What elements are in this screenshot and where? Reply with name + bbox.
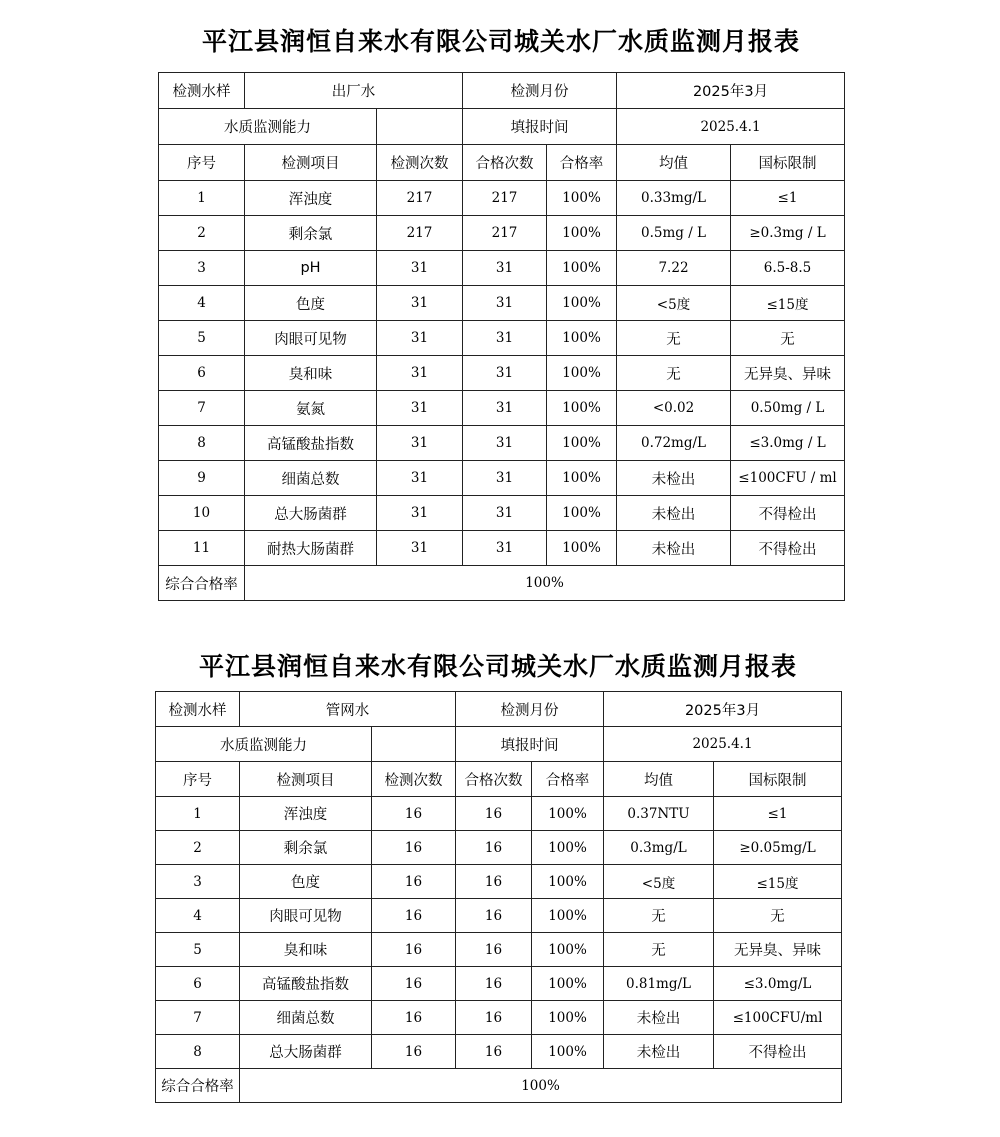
table-cell: 未检出	[604, 1035, 714, 1069]
column-header: 检测项目	[240, 762, 372, 797]
table-cell: 7.22	[617, 251, 731, 286]
table-cell: 未检出	[617, 496, 731, 531]
table-cell: 1	[156, 797, 240, 831]
column-header: 合格率	[532, 762, 604, 797]
table-cell: 剩余氯	[240, 831, 372, 865]
table-cell: 0.33mg/L	[617, 181, 731, 216]
summary-row	[159, 566, 845, 601]
table-cell: ≥0.3mg / L	[731, 216, 845, 251]
table-cell: 31	[463, 286, 547, 321]
table-cell: 0.81mg/L	[604, 967, 714, 1001]
table-cell: 9	[159, 461, 245, 496]
summary-label: 综合合格率	[159, 566, 245, 601]
table-cell: 31	[463, 356, 547, 391]
table-cell: 浑浊度	[245, 181, 377, 216]
table-cell: 31	[463, 391, 547, 426]
table-cell: 剩余氯	[245, 216, 377, 251]
table-cell: 无	[617, 321, 731, 356]
column-header-row	[159, 145, 845, 181]
table-cell: 色度	[245, 286, 377, 321]
table-cell: pH	[245, 251, 377, 286]
fill-time-label: 填报时间	[456, 727, 604, 762]
month-label: 检测月份	[463, 73, 617, 109]
table-row	[156, 831, 842, 865]
table-cell: 5	[156, 933, 240, 967]
table-row	[159, 496, 845, 531]
capability-value	[372, 727, 456, 762]
table-cell: 氨氮	[245, 391, 377, 426]
table-cell: 100%	[532, 899, 604, 933]
table-cell: 16	[372, 1035, 456, 1069]
table-cell: 11	[159, 531, 245, 566]
table-row	[159, 251, 845, 286]
table-cell: 浑浊度	[240, 797, 372, 831]
table-cell: 8	[159, 426, 245, 461]
table-cell: 肉眼可见物	[245, 321, 377, 356]
table-cell: 6	[156, 967, 240, 1001]
table-cell: 10	[159, 496, 245, 531]
table-cell: 100%	[547, 391, 617, 426]
table-cell: 5	[159, 321, 245, 356]
table-cell: 100%	[547, 426, 617, 461]
table-cell: 6	[159, 356, 245, 391]
fill-time-label: 填报时间	[463, 109, 617, 145]
sample-value: 管网水	[240, 692, 456, 727]
table-cell: 31	[377, 426, 463, 461]
column-header: 检测项目	[245, 145, 377, 181]
summary-value: 100%	[245, 566, 845, 601]
table-cell: ≤15度	[714, 865, 842, 899]
table-cell: 肉眼可见物	[240, 899, 372, 933]
sample-label: 检测水样	[159, 73, 245, 109]
table-cell: 31	[377, 321, 463, 356]
month-value: 2025年3月	[604, 692, 842, 727]
table-row	[159, 531, 845, 566]
table-row	[159, 391, 845, 426]
table-cell: 31	[377, 391, 463, 426]
table-cell: 16	[372, 1001, 456, 1035]
table-cell: 31	[377, 251, 463, 286]
table-cell: 4	[159, 286, 245, 321]
table-cell: 100%	[547, 461, 617, 496]
table-cell: 1	[159, 181, 245, 216]
table-cell: 臭和味	[240, 933, 372, 967]
table-cell: 31	[377, 531, 463, 566]
table-cell: 16	[372, 933, 456, 967]
table-cell: 耐热大肠菌群	[245, 531, 377, 566]
table-cell: 臭和味	[245, 356, 377, 391]
column-header-row	[156, 762, 842, 797]
table-cell: 16	[372, 797, 456, 831]
table-cell: 100%	[532, 967, 604, 1001]
report-title: 平江县润恒自来水有限公司城关水厂水质监测月报表	[201, 27, 800, 56]
table-row	[156, 1001, 842, 1035]
table-cell: 16	[456, 899, 532, 933]
report-title: 平江县润恒自来水有限公司城关水厂水质监测月报表	[198, 652, 797, 681]
table-cell: 100%	[532, 933, 604, 967]
table-cell: ≤3.0mg / L	[731, 426, 845, 461]
table-cell: 31	[463, 531, 547, 566]
table-cell: ≥0.05mg/L	[714, 831, 842, 865]
column-header: 均值	[604, 762, 714, 797]
table-cell: 4	[156, 899, 240, 933]
table-cell: 100%	[547, 321, 617, 356]
table-row	[159, 216, 845, 251]
table-cell: 100%	[547, 216, 617, 251]
table-cell: 细菌总数	[245, 461, 377, 496]
table-row	[159, 426, 845, 461]
table-cell: 16	[372, 831, 456, 865]
table-row	[156, 865, 842, 899]
table-cell: 31	[377, 461, 463, 496]
table-cell: 16	[456, 797, 532, 831]
table-cell: 31	[463, 496, 547, 531]
sample-label: 检测水样	[156, 692, 240, 727]
table-cell: 31	[377, 356, 463, 391]
table-cell: 217	[463, 216, 547, 251]
capability-value	[377, 109, 463, 145]
table-cell: 16	[456, 865, 532, 899]
table-row	[156, 797, 842, 831]
table-cell: 不得检出	[731, 496, 845, 531]
capability-label: 水质监测能力	[156, 727, 372, 762]
table-cell: 16	[456, 933, 532, 967]
table-cell: 16	[372, 865, 456, 899]
table-row	[156, 899, 842, 933]
capability-label: 水质监测能力	[159, 109, 377, 145]
table-cell: 未检出	[617, 531, 731, 566]
table-cell: 16	[372, 967, 456, 1001]
table-cell: 100%	[532, 865, 604, 899]
table-cell: 无	[604, 899, 714, 933]
table-cell: 无异臭、异味	[714, 933, 842, 967]
column-header: 国标限制	[731, 145, 845, 181]
column-header: 合格次数	[456, 762, 532, 797]
report-table	[158, 72, 845, 601]
table-row	[156, 967, 842, 1001]
table-cell: 16	[372, 899, 456, 933]
table-cell: 不得检出	[731, 531, 845, 566]
table-cell: 无	[731, 321, 845, 356]
table-cell: 无	[617, 356, 731, 391]
table-cell: ≤1	[731, 181, 845, 216]
table-cell: ≤15度	[731, 286, 845, 321]
table-cell: 16	[456, 967, 532, 1001]
table-cell: 100%	[547, 496, 617, 531]
table-row	[159, 321, 845, 356]
table-cell: 高锰酸盐指数	[240, 967, 372, 1001]
table-cell: 100%	[532, 831, 604, 865]
table-cell: 217	[377, 181, 463, 216]
table-cell: 未检出	[617, 461, 731, 496]
column-header: 合格次数	[463, 145, 547, 181]
table-cell: <0.02	[617, 391, 731, 426]
table-cell: 无	[604, 933, 714, 967]
table-cell: 31	[463, 461, 547, 496]
table-cell: 细菌总数	[240, 1001, 372, 1035]
table-cell: 7	[159, 391, 245, 426]
table-cell: 6.5-8.5	[731, 251, 845, 286]
table-cell: 217	[463, 181, 547, 216]
column-header: 检测次数	[372, 762, 456, 797]
table-cell: 2	[156, 831, 240, 865]
column-header: 序号	[159, 145, 245, 181]
table-row	[159, 181, 845, 216]
column-header: 序号	[156, 762, 240, 797]
table-row	[159, 286, 845, 321]
table-cell: 8	[156, 1035, 240, 1069]
table-cell: 0.72mg/L	[617, 426, 731, 461]
table-cell: 31	[463, 251, 547, 286]
table-cell: 100%	[547, 286, 617, 321]
table-row	[159, 356, 845, 391]
table-cell: ≤100CFU/ml	[714, 1001, 842, 1035]
table-cell: <5度	[604, 865, 714, 899]
month-value: 2025年3月	[617, 73, 845, 109]
summary-row	[156, 1069, 842, 1103]
fill-time-value: 2025.4.1	[617, 109, 845, 145]
table-cell: 31	[377, 286, 463, 321]
table-cell: 总大肠菌群	[245, 496, 377, 531]
table-cell: 100%	[532, 797, 604, 831]
summary-label: 综合合格率	[156, 1069, 240, 1103]
table-cell: 色度	[240, 865, 372, 899]
table-cell: 16	[456, 831, 532, 865]
table-cell: 31	[377, 496, 463, 531]
table-cell: 16	[456, 1001, 532, 1035]
table-cell: 总大肠菌群	[240, 1035, 372, 1069]
table-cell: <5度	[617, 286, 731, 321]
table-row	[159, 461, 845, 496]
table-cell: 100%	[547, 251, 617, 286]
table-cell: 31	[463, 321, 547, 356]
table-cell: 7	[156, 1001, 240, 1035]
column-header: 检测次数	[377, 145, 463, 181]
table-cell: 0.3mg/L	[604, 831, 714, 865]
column-header: 均值	[617, 145, 731, 181]
month-label: 检测月份	[456, 692, 604, 727]
table-cell: 100%	[547, 356, 617, 391]
table-cell: 3	[156, 865, 240, 899]
table-cell: 100%	[532, 1035, 604, 1069]
table-cell: ≤1	[714, 797, 842, 831]
table-cell: 未检出	[604, 1001, 714, 1035]
report-table	[155, 691, 842, 1103]
table-cell: 0.50mg / L	[731, 391, 845, 426]
table-cell: 3	[159, 251, 245, 286]
table-cell: 31	[463, 426, 547, 461]
table-cell: 100%	[532, 1001, 604, 1035]
table-cell: ≤100CFU / ml	[731, 461, 845, 496]
table-cell: 16	[456, 1035, 532, 1069]
table-cell: 0.37NTU	[604, 797, 714, 831]
table-cell: 无	[714, 899, 842, 933]
table-cell: 不得检出	[714, 1035, 842, 1069]
summary-value: 100%	[240, 1069, 842, 1103]
table-row	[156, 1035, 842, 1069]
column-header: 合格率	[547, 145, 617, 181]
table-cell: 高锰酸盐指数	[245, 426, 377, 461]
table-row	[156, 933, 842, 967]
fill-time-value: 2025.4.1	[604, 727, 842, 762]
table-cell: 100%	[547, 181, 617, 216]
table-cell: 100%	[547, 531, 617, 566]
table-cell: 无异臭、异味	[731, 356, 845, 391]
table-cell: 0.5mg / L	[617, 216, 731, 251]
table-cell: 2	[159, 216, 245, 251]
sample-value: 出厂水	[245, 73, 463, 109]
table-cell: ≤3.0mg/L	[714, 967, 842, 1001]
column-header: 国标限制	[714, 762, 842, 797]
table-cell: 217	[377, 216, 463, 251]
